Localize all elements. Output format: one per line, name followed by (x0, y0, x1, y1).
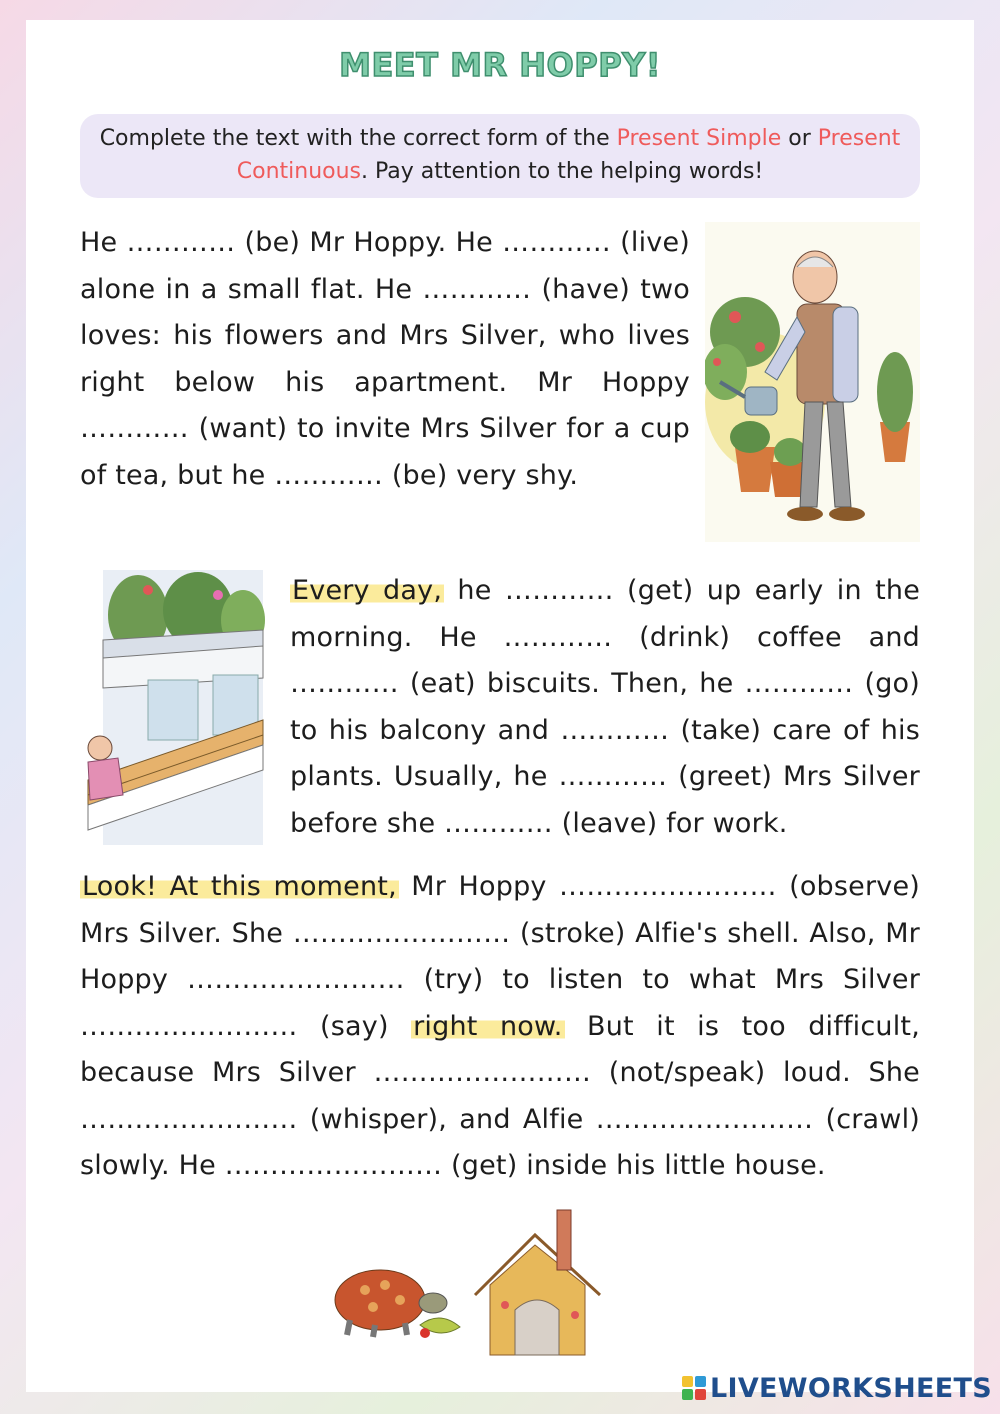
logo-icon (682, 1376, 706, 1400)
time-marker-every-day: Every day, (292, 575, 443, 606)
instructions-box (80, 114, 920, 198)
man-watering-plants-illustration (705, 222, 920, 542)
paragraph-2-text: he ………… (get) up early in the morning. He ………… (drink) coffee and ………… (eat) biscuits. Then, he ………… (go) to his balcony and ………… (take) care of his plants. Usually, he ………… (greet) Mrs Silver before she ………… (leave) for work. (290, 575, 920, 839)
instructions-text: or (781, 126, 818, 151)
instructions-text: Complete the text with the correct form of the (99, 126, 617, 151)
liveworksheets-logo (682, 1368, 992, 1408)
logo-text: LIVEWORKSHEETS (709, 1372, 992, 1404)
paragraph-2 (290, 568, 920, 847)
page-title: MEET MR HOPPY! (339, 46, 661, 84)
present-simple-highlight: Present Simple (616, 126, 782, 151)
present-continuous-highlight: Present Continuous (236, 126, 901, 184)
time-marker-right-now: right now. (413, 1010, 563, 1042)
paragraph-1: He ………… (be) Mr Hoppy. He ………… (live) alone in a small flat. He ………… (have) two loves: his flowers and Mrs Silver, who lives right below his apartment. Mr Hoppy ………… (want) to invite Mrs Silver for a cup of tea, but he ………… (be) very shy. (80, 227, 690, 491)
paragraph-3-text: But it is too difficult, because Mrs Silver …………………… (not/speak) loud. She …………………… (whisper), and Alfie …………………… (crawl) slowly. He …………………… (get) inside his little house. (80, 1010, 920, 1181)
paragraph-3-text: Mr Hoppy …………………… (observe) Mrs Silver. She …………………… (stroke) Alfie's shell. Also, Mr Hoppy …………………… (try) to listen to what Mrs Silver …………………… (say) (80, 871, 920, 1042)
balcony-with-woman-illustration (78, 570, 268, 845)
instructions-text: . Pay attention to the helping words! (361, 159, 764, 184)
time-marker-look-at-this-moment: Look! At this moment, (82, 871, 397, 902)
paragraph-3 (80, 864, 920, 1190)
tortoise-and-little-house-illustration (325, 1205, 605, 1375)
